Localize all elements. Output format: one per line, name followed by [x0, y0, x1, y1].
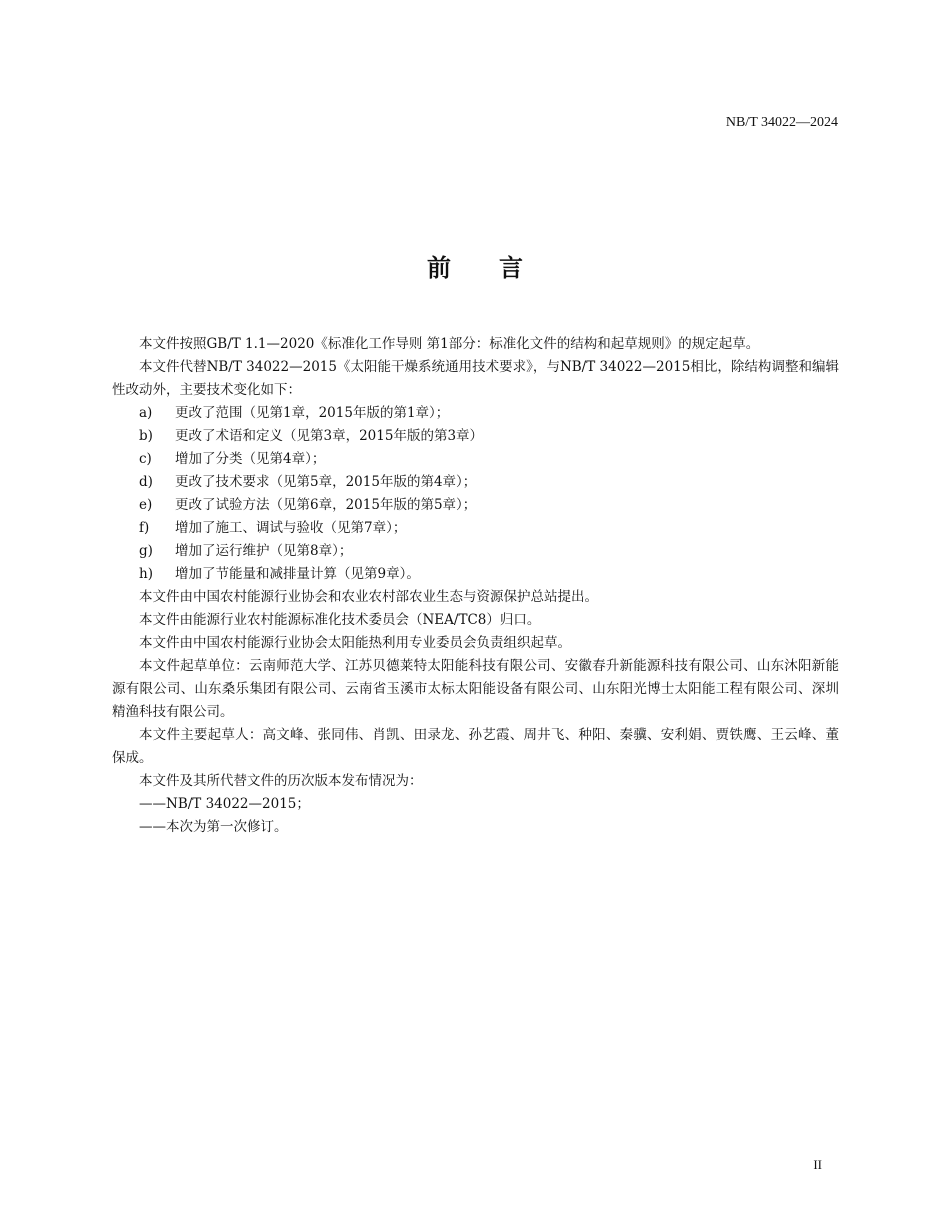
list-item-text: 更改了试验方法（见第6章，2015年版的第5章）；	[175, 497, 477, 513]
paragraph-replacement: 本文件代替NB/T 34022—2015《太阳能干燥系统通用技术要求》，与NB/T 34022—2015相比，除结构调整和编辑性改动外，主要技术变化如下：	[112, 359, 839, 398]
list-item-letter: e)	[139, 497, 153, 513]
list-item	[112, 563, 839, 586]
document-code: NB/T 34022—2024	[725, 115, 838, 130]
list-item-letter: c)	[139, 451, 152, 467]
foreword-body	[112, 333, 839, 839]
list-item	[112, 402, 839, 425]
history-item: ——本次为第一次修订。	[139, 819, 288, 835]
list-item-letter: a)	[139, 405, 153, 421]
page-title: 前言	[427, 254, 571, 282]
list-item-text: 更改了技术要求（见第5章，2015年版的第4章）；	[175, 474, 477, 490]
list-item-text: 增加了运行维护（见第8章）；	[175, 543, 353, 559]
paragraph-history-intro: 本文件及其所代替文件的历次版本发布情况为：	[139, 773, 423, 789]
list-item-text: 增加了分类（见第4章）；	[175, 451, 326, 467]
list-item-letter: h)	[139, 566, 153, 582]
list-item-text: 增加了施工、调试与验收（见第7章）；	[175, 520, 407, 536]
list-item-text: 增加了节能量和减排量计算（见第9章）。	[175, 566, 420, 582]
list-item	[112, 540, 839, 563]
list-item-letter: g)	[139, 543, 153, 559]
list-item-letter: d)	[139, 474, 153, 490]
list-item-letter: f)	[139, 520, 150, 536]
list-item	[112, 517, 839, 540]
paragraph-committee: 本文件由能源行业农村能源标准化技术委员会（NEA/TC8）归口。	[139, 612, 541, 628]
list-item-text: 更改了范围（见第1章，2015年版的第1章）；	[175, 405, 450, 421]
page-number: II	[813, 1157, 822, 1172]
list-item	[112, 494, 839, 517]
paragraph-drafting-units: 本文件起草单位：云南师范大学、江苏贝德莱特太阳能科技有限公司、安徽春升新能源科技有限公司、山东沐阳新能源有限公司、山东桑乐集团有限公司、云南省玉溪市太标太阳能设备有限公司、山东阳光博士太阳能工程有限公司、深圳精渔科技有限公司。	[112, 658, 839, 720]
paragraph-drafters: 本文件主要起草人：高文峰、张同伟、肖凯、田录龙、孙艺霞、周井飞、种阳、秦骥、安利娟、贾铁鹰、王云峰、董保成。	[112, 727, 839, 766]
paragraph-proposer: 本文件由中国农村能源行业协会和农业农村部农业生态与资源保护总站提出。	[139, 589, 598, 605]
paragraph-organizer: 本文件由中国农村能源行业协会太阳能热利用专业委员会负责组织起草。	[139, 635, 571, 651]
history-item: ——NB/T 34022—2015；	[139, 796, 310, 812]
list-item-text: 更改了术语和定义（见第3章，2015年版的第3章）	[175, 428, 484, 444]
list-item	[112, 471, 839, 494]
list-item-letter: b)	[139, 428, 153, 444]
list-item	[112, 448, 839, 471]
paragraph-drafting-rules: 本文件按照GB/T 1.1—2020《标准化工作导则 第1部分：标准化文件的结构和起草规则》的规定起草。	[139, 336, 760, 352]
list-item	[112, 425, 839, 448]
